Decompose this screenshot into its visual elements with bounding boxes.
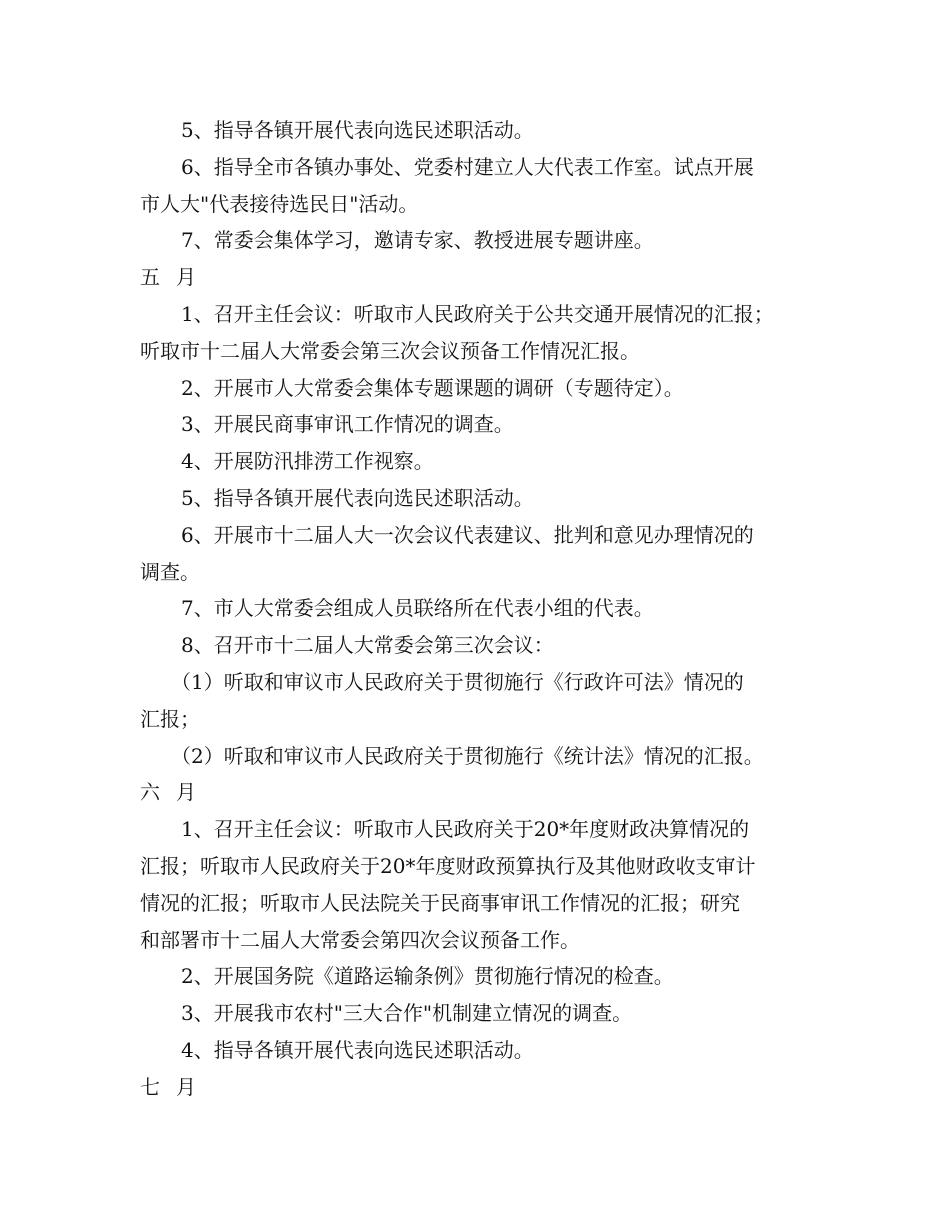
month-heading-may: 五月 xyxy=(140,265,212,290)
list-item: 6、开展市十二届人大一次会议代表建议、批判和意见办理情况的 xyxy=(181,522,754,547)
list-item: 2、开展市人大常委会集体专题课题的调研（专题待定）。 xyxy=(181,375,684,400)
list-item: 6、指导全市各镇办事处、党委村建立人大代表工作室。试点开展 xyxy=(181,154,754,179)
list-item: 7、市人大常委会组成人员联络所在代表小组的代表。 xyxy=(181,596,654,621)
list-item: 1、召开主任会议：听取市人民政府关于20*年度财政决算情况的 xyxy=(181,817,750,842)
list-item-continuation: 汇报； xyxy=(140,706,200,731)
list-item: 8、召开市十二届人大常委会第三次会议： xyxy=(181,633,554,658)
month-heading-july: 七月 xyxy=(140,1074,212,1099)
list-item: 5、指导各镇开展代表向选民述职活动。 xyxy=(181,118,534,142)
list-item-continuation: 汇报；听取市人民政府关于20*年度财政预算执行及其他财政收支审计 xyxy=(140,853,756,878)
list-item-continuation: 市人大"代表接待选民日"活动。 xyxy=(140,191,419,216)
sub-item: （1）听取和审议市人民政府关于贯彻施行《行政许可法》情况的 xyxy=(171,669,744,694)
month-heading-june: 六月 xyxy=(140,780,212,805)
list-item: 4、指导各镇开展代表向选民述职活动。 xyxy=(181,1037,534,1062)
list-item: 1、召开主任会议：听取市人民政府关于公共交通开展情况的汇报； xyxy=(181,301,774,326)
list-item-continuation: 调查。 xyxy=(140,559,200,584)
list-item: 4、开展防汛排涝工作视察。 xyxy=(181,449,434,474)
list-item: 3、开展民商事审讯工作情况的调查。 xyxy=(181,412,514,437)
list-item: 2、开展国务院《道路运输条例》贯彻施行情况的检查。 xyxy=(181,964,674,989)
list-item: 3、开展我市农村"三大合作"机制建立情况的调查。 xyxy=(181,1001,633,1026)
list-item-continuation: 情况的汇报；听取市人民法院关于民商事审讯工作情况的汇报；研究 xyxy=(140,890,740,915)
list-item-continuation: 听取市十二届人大常委会第三次会议预备工作情况汇报。 xyxy=(140,338,640,363)
list-item: 7、常委会集体学习，邀请专家、教授进展专题讲座。 xyxy=(181,228,654,253)
document-body xyxy=(140,112,820,1106)
sub-item: （2）听取和审议市人民政府关于贯彻施行《统计法》情况的汇报。 xyxy=(171,743,764,768)
list-item-continuation: 和部署市十二届人大常委会第四次会议预备工作。 xyxy=(140,927,580,952)
list-item: 5、指导各镇开展代表向选民述职活动。 xyxy=(181,485,534,510)
